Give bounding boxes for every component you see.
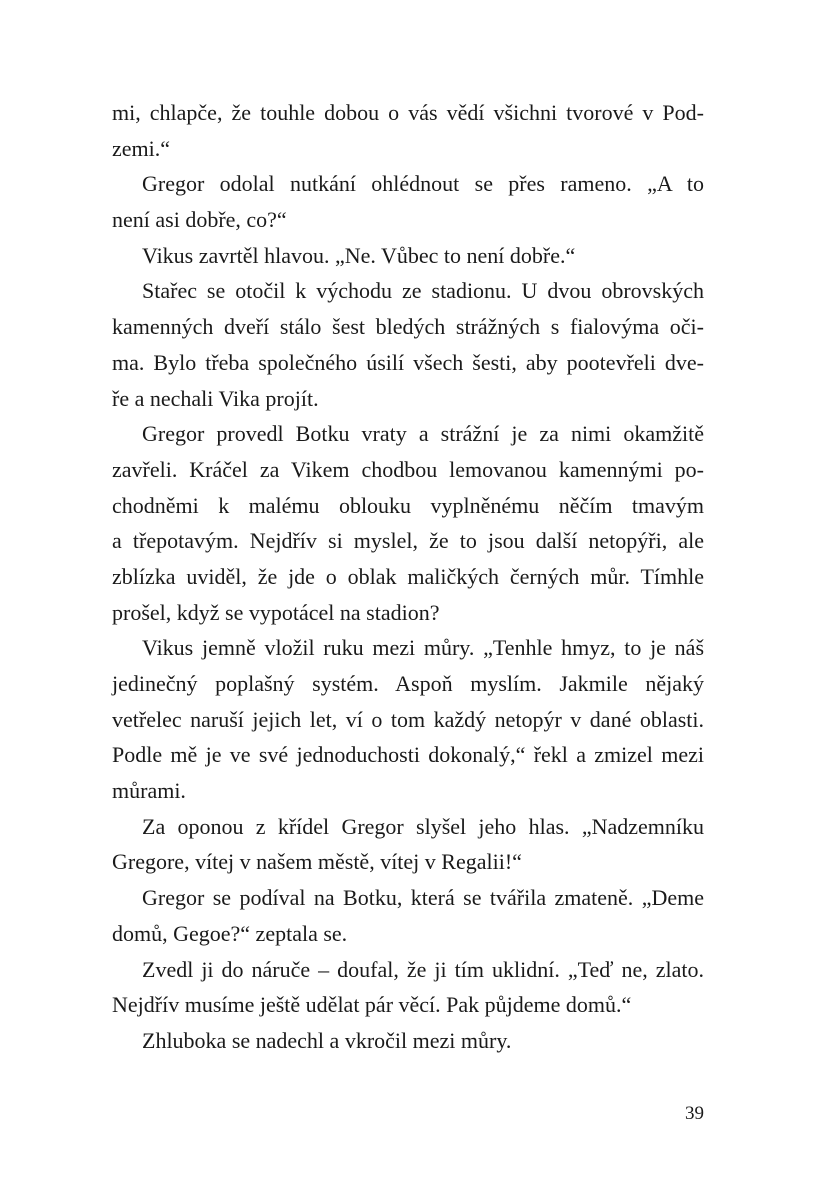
- text-line: domů, Gegoe?“ zeptala se.: [112, 920, 348, 946]
- text-line: Gregor odolal nutkání ohlédnout se přes rameno. „A to: [142, 171, 704, 197]
- text-line: Gregor se podíval na Botku, která se tvářila zmateně. „Deme: [142, 885, 704, 911]
- text-line: Nejdřív musíme ještě udělat pár věcí. Pak půjdeme domů.“: [112, 992, 632, 1018]
- page-number: 39: [685, 1103, 704, 1124]
- text-line: ma. Bylo třeba společného úsilí všech šesti, aby pootevřeli dve-: [112, 349, 704, 375]
- text-line: mi, chlapče, že touhle dobou o vás vědí všichni tvorové v Pod-: [112, 100, 704, 125]
- text-line: Vikus jemně vložil ruku mezi můry. „Tenhle hmyz, to je náš: [142, 635, 704, 661]
- text-line: Gregore, vítej v našem městě, vítej v Regalii!“: [112, 849, 522, 875]
- text-line: Zhluboka se nadechl a vkročil mezi můry.: [142, 1027, 512, 1053]
- text-line: zemi.“: [112, 135, 171, 161]
- text-line: zavřeli. Kráčel za Vikem chodbou lemovanou kamennými po-: [112, 456, 704, 482]
- text-line: Zvedl ji do náruče – doufal, že ji tím uklidní. „Teď ne, zlato.: [142, 956, 704, 982]
- text-line: vetřelec naruší jejich let, ví o tom každý netopýr v dané oblasti.: [112, 706, 704, 732]
- text-line: jedinečný poplašný systém. Aspoň myslím. Jakmile nějaký: [112, 671, 704, 696]
- text-line: Gregor provedl Botku vraty a strážní je za nimi okamžitě: [142, 421, 704, 447]
- text-line: není asi dobře, co?“: [112, 207, 287, 233]
- text-line: Za oponou z křídel Gregor slyšel jeho hlas. „Nadzemníku: [142, 813, 704, 839]
- text-line: prošel, když se vypotácel na stadion?: [112, 599, 440, 625]
- text-line: Podle mě je ve své jednoduchosti dokonalý,“ řekl a zmizel mezi: [112, 742, 704, 768]
- book-page-text: [112, 95, 704, 1059]
- text-line: kamenných dveří stálo šest bledých strážných s fialovýma oči-: [112, 314, 704, 340]
- text-line: Stařec se otočil k východu ze stadionu. U dvou obrovských: [142, 278, 704, 304]
- text-line: chodněmi k malému oblouku vyplněnému něčím tmavým: [112, 492, 704, 518]
- text-line: zblízka uviděl, že jde o oblak maličkých černých můr. Tímhle: [112, 563, 704, 589]
- text-line: a třepotavým. Nejdřív si myslel, že to jsou další netopýři, ale: [112, 528, 704, 554]
- text-line: ře a nechali Vika projít.: [112, 385, 319, 411]
- text-line: Vikus zavrtěl hlavou. „Ne. Vůbec to není dobře.“: [142, 242, 576, 268]
- text-line: můrami.: [112, 778, 186, 804]
